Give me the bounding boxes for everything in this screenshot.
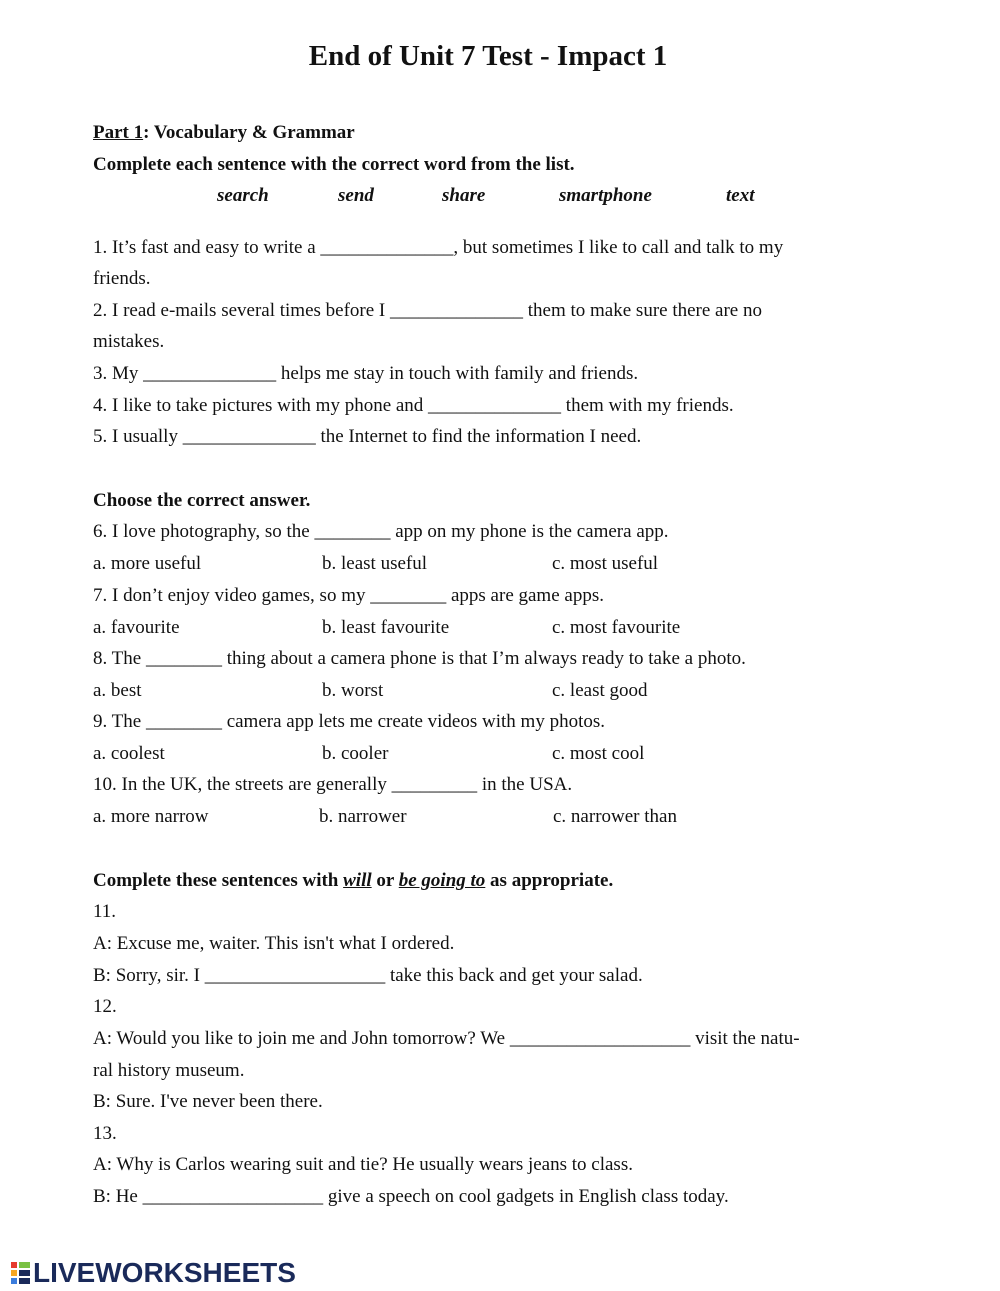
word-bank-item: search bbox=[217, 185, 269, 206]
dialogue-line: B: Sure. I've never been there. bbox=[93, 1091, 323, 1112]
question-line: 6. I love photography, so the ________ app on my phone is the camera app. bbox=[93, 521, 669, 542]
heading-text: Complete these sentences with bbox=[93, 870, 344, 891]
question-line: 1. It’s fast and easy to write a ______________, but sometimes I like to call and talk to my bbox=[93, 237, 784, 258]
option-c: c. narrower than bbox=[553, 806, 677, 827]
option-a: a. best bbox=[93, 680, 142, 701]
liveworksheets-logo[interactable] bbox=[10, 1258, 296, 1288]
question-line: 2. I read e-mails several times before I ______________ them to make sure there are no bbox=[93, 300, 762, 321]
question-line: 3. My ______________ helps me stay in touch with family and friends. bbox=[93, 363, 639, 384]
liveworksheets-logo-text: LIVEWORKSHEETS bbox=[33, 1257, 296, 1288]
part1-heading bbox=[93, 121, 355, 145]
word-bank-item: send bbox=[338, 185, 374, 206]
option-a: a. more narrow bbox=[93, 806, 209, 827]
part1-instruction: Complete each sentence with the correct word from the list. bbox=[93, 154, 575, 175]
question-line: 8. The ________ thing about a camera phone is that I’m always ready to take a photo. bbox=[93, 648, 746, 669]
dialogue-line: ral history museum. bbox=[93, 1060, 245, 1081]
option-b: b. cooler bbox=[322, 743, 389, 764]
option-c: c. least good bbox=[552, 680, 648, 701]
word-bank-item: share bbox=[442, 185, 486, 206]
dialogue-line: B: Sorry, sir. I ___________________ take this back and get your salad. bbox=[93, 965, 643, 986]
heading-text: or bbox=[371, 870, 399, 891]
dialogue-line: B: He ___________________ give a speech on cool gadgets in English class today. bbox=[93, 1186, 729, 1207]
question-line: 10. In the UK, the streets are generally _________ in the USA. bbox=[93, 774, 573, 795]
part1-heading-rest: : Vocabulary & Grammar bbox=[143, 122, 355, 143]
question-line: 4. I like to take pictures with my phone and ______________ them with my friends. bbox=[93, 395, 734, 416]
keyword-will: will bbox=[343, 870, 372, 891]
part1-label: Part 1 bbox=[93, 122, 144, 143]
option-b: b. worst bbox=[322, 680, 384, 701]
option-a: a. favourite bbox=[93, 617, 180, 638]
question-line: mistakes. bbox=[93, 331, 165, 352]
choose-heading: Choose the correct answer. bbox=[93, 490, 311, 511]
liveworksheets-logo-icon bbox=[10, 1259, 32, 1287]
dialogue-line: 12. bbox=[93, 996, 117, 1017]
option-c: c. most favourite bbox=[552, 617, 681, 638]
word-bank-item: smartphone bbox=[559, 185, 652, 206]
question-line: 9. The ________ camera app lets me create videos with my photos. bbox=[93, 711, 605, 732]
option-b: b. least useful bbox=[322, 553, 428, 574]
dialogue-line: A: Would you like to join me and John tomorrow? We ___________________ visit the natu- bbox=[93, 1028, 800, 1049]
option-a: a. coolest bbox=[93, 743, 165, 764]
keyword-be-going-to: be going to bbox=[398, 870, 486, 891]
dialogue-line: A: Excuse me, waiter. This isn't what I ordered. bbox=[93, 933, 455, 954]
question-line: 5. I usually ______________ the Internet to find the information I need. bbox=[93, 426, 642, 447]
question-line: friends. bbox=[93, 268, 151, 289]
option-a: a. more useful bbox=[93, 553, 202, 574]
question-line: 7. I don’t enjoy video games, so my ________ apps are game apps. bbox=[93, 585, 604, 606]
option-b: b. least favourite bbox=[322, 617, 450, 638]
heading-text: as appropriate. bbox=[485, 870, 614, 891]
option-b: b. narrower bbox=[319, 806, 407, 827]
dialogue-line: 13. bbox=[93, 1123, 117, 1144]
will-going-heading bbox=[93, 869, 613, 893]
dialogue-line: 11. bbox=[93, 901, 117, 922]
option-c: c. most useful bbox=[552, 553, 659, 574]
dialogue-line: A: Why is Carlos wearing suit and tie? He usually wears jeans to class. bbox=[93, 1154, 633, 1175]
page-title: End of Unit 7 Test - Impact 1 bbox=[308, 40, 668, 72]
option-c: c. most cool bbox=[552, 743, 645, 764]
word-bank-item: text bbox=[726, 185, 755, 206]
